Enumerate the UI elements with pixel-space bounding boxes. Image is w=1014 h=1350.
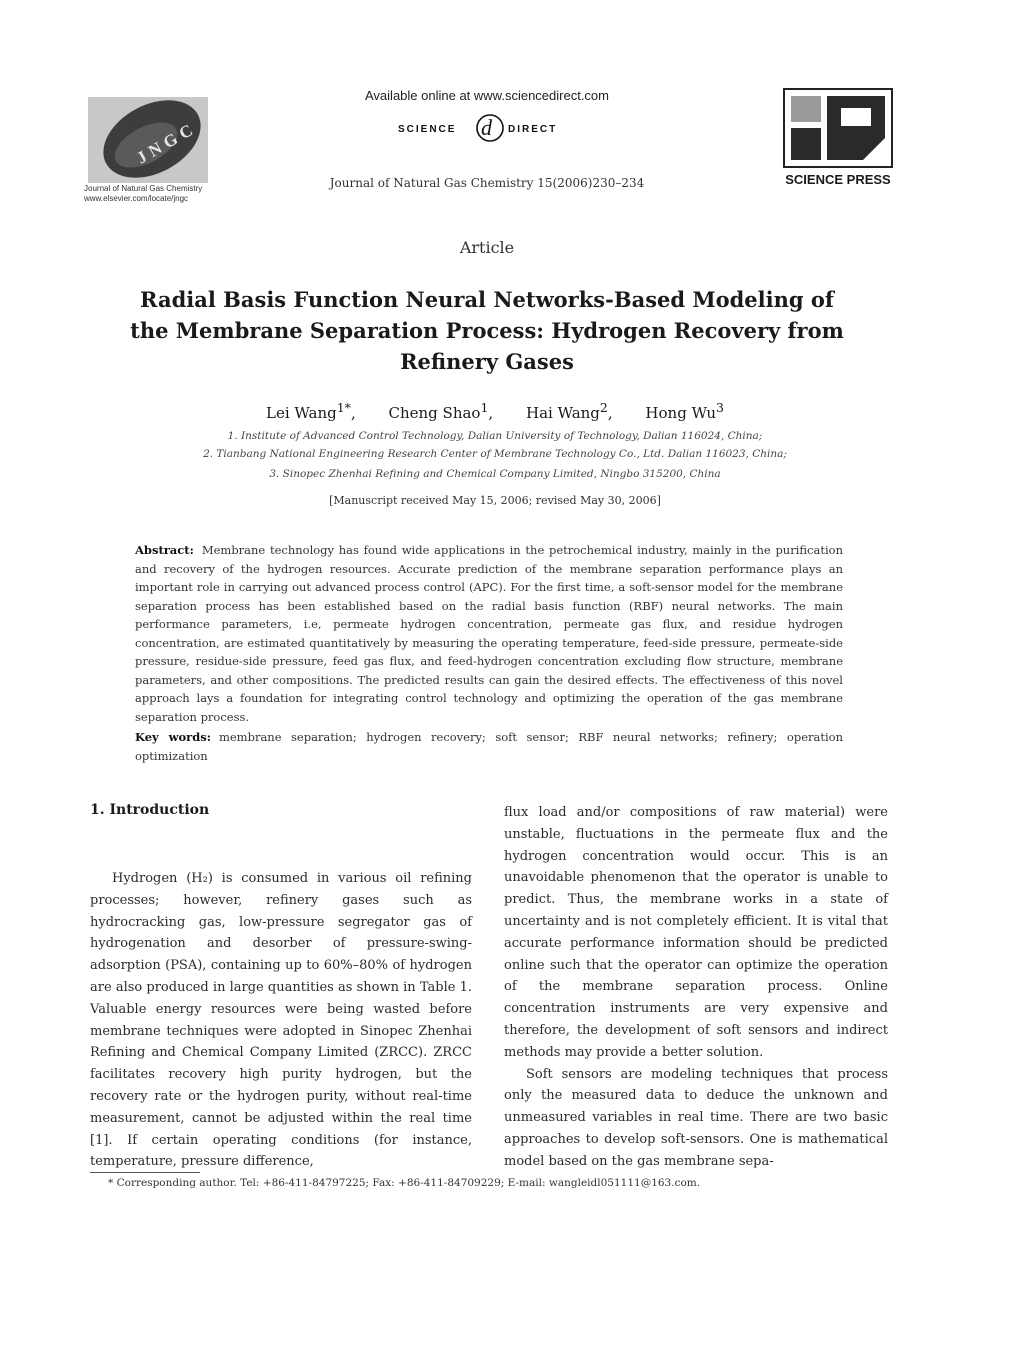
footnote-rule xyxy=(90,1172,200,1173)
affiliation-2: 2. Tianbang National Engineering Research Center of Membrane Technology Co., Ltd. Dalian 116023, China; xyxy=(203,448,787,460)
jngc-caption-journal: Journal of Natural Gas Chemistry xyxy=(84,184,203,193)
sd-at-glyph: d xyxy=(481,115,492,140)
keywords-label: Key words: xyxy=(135,730,211,744)
section-heading-introduction: 1. Introduction xyxy=(90,802,210,818)
right-paragraph-1: flux load and/or compositions of raw material) were unstable, fluctuations in the permeate flux and the hydrogen concentration would occur. This is an unavoidable phenomenon that the operator is unable to predict. Thus, the membrane works in a state of uncertainty and is not completely efficient. It is vital that accurate performance information should be predicted online such that the operator can optimize the operation of the membrane separation process. Online concentration instruments are very expensive and therefore, the development of soft sensors and indirect methods may provide a better solution. xyxy=(504,805,888,1060)
affiliation-1: 1. Institute of Advanced Control Technology, Dalian University of Technology, Dalian 116024, China; xyxy=(227,430,763,442)
sp-block-s-lower xyxy=(791,128,821,160)
author-1: Lei Wang$^{1*}$, xyxy=(266,400,356,422)
abstract xyxy=(135,541,843,726)
jngc-logo-text: JNGC xyxy=(133,117,201,168)
abstract-label: Abstract: xyxy=(135,543,194,557)
author-1-sup: 1* xyxy=(336,400,351,415)
available-online: Available online at www.sciencedirect.com xyxy=(365,88,609,103)
author-list xyxy=(0,400,990,422)
science-press-label: SCIENCE PRESS xyxy=(785,172,891,187)
corresponding-author-footnote: * Corresponding author. Tel: +86-411-84797225; Fax: +86-411-84709229; E-mail: wangleidl051111@163.com. xyxy=(108,1177,701,1189)
right-column xyxy=(504,802,888,1173)
author-3: Hai Wang$^2$, xyxy=(525,400,613,422)
sciencedirect-logo xyxy=(370,108,610,150)
author-4-sup: 3 xyxy=(716,400,724,415)
keywords-text: membrane separation; hydrogen recovery; soft sensor; RBF neural networks; refinery; operation optimization xyxy=(135,730,843,763)
jngc-caption-url: www.elsevier.com/locate/jngc xyxy=(84,194,189,203)
jngc-logo xyxy=(86,95,210,185)
article-type: Article xyxy=(459,238,515,257)
right-paragraph-2: Soft sensors are modeling techniques that process only the measured data to deduce the unknown and unmeasured variables in real time. There are two basic approaches to develop soft-sensors. One is mathematical model based on the gas membrane sepa- xyxy=(504,1066,888,1169)
science-press-logo xyxy=(783,88,893,168)
left-paragraph-1: Hydrogen (H₂) is consumed in various oil refining processes; however, refinery gases such as hydrocracking gas, low-pressure segregator gas of hydrogenation and desorber of pressure-swing-adsorption (PSA), containing up to 60%–80% of hydrogen are also produced in large quantities as shown in Table 1. Valuable energy resources were being wasted before membrane techniques were adopted in Sinopec Zhenhai Refining and Chemical Company Limited (ZRCC). ZRCC facilitates recovery high purity hydrogen, but the recovery rate or the hydrogen purity, without real-time measurement, cannot be adjusted within the real time [1]. If certain operating conditions (for instance, temperature, pressure difference, xyxy=(90,871,472,1170)
author-4-name: Hong Wu xyxy=(645,404,717,422)
received-dates: [Manuscript received May 15, 2006; revised May 30, 2006] xyxy=(329,494,661,507)
author-2-name: Cheng Shao xyxy=(388,404,481,422)
sp-block-s xyxy=(791,96,821,122)
abstract-text: Membrane technology has found wide applications in the petrochemical industry, mainly in the purification and recovery of the hydrogen resources. Accurate prediction of the membrane separation performance plays an important role in carrying out advanced process control (APC). For the first time, a soft-sensor model for the membrane separation process has been established based on the radial basis function (RBF) neural networks. The main performance parameters, i.e, permeate hydrogen concentration, permeate gas flux, and residue hydrogen concentration, are estimated quantitatively by measuring the operating temperature, feed-side pressure, permeate-side pressure, residue-side pressure, feed gas flux, and feed-hydrogen concentration excluding flow structure, membrane parameters, and other compositions. The predicted results can gain the desired effects. The effectiveness of this novel approach lays a foundation for integrating control technology and optimizing the operation of the gas membrane separation process. xyxy=(135,543,843,724)
keywords xyxy=(135,728,843,765)
author-4 xyxy=(645,400,724,422)
author-2-sup: 1 xyxy=(480,400,489,415)
sd-left-word: SCIENCE xyxy=(398,124,457,135)
left-column xyxy=(90,868,472,1173)
sd-right-word: DIRECT xyxy=(508,124,558,135)
author-1-name: Lei Wang xyxy=(266,404,337,422)
author-3-sup: 2 xyxy=(599,400,608,415)
author-2: Cheng Shao$^1$, xyxy=(388,400,494,422)
journal-citation: Journal of Natural Gas Chemistry 15(2006)230–234 xyxy=(329,176,645,190)
author-3-name: Hai Wang xyxy=(525,404,600,422)
sp-block-p-hole xyxy=(841,108,871,126)
affiliation-3: 3. Sinopec Zhenhai Refining and Chemical Company Limited, Ningbo 315200, China xyxy=(269,468,721,480)
paper-title: Radial Basis Function Neural Networks-Based Modeling of the Membrane Separation Process: Hydrogen Recovery from Refinery Gases xyxy=(130,287,844,374)
